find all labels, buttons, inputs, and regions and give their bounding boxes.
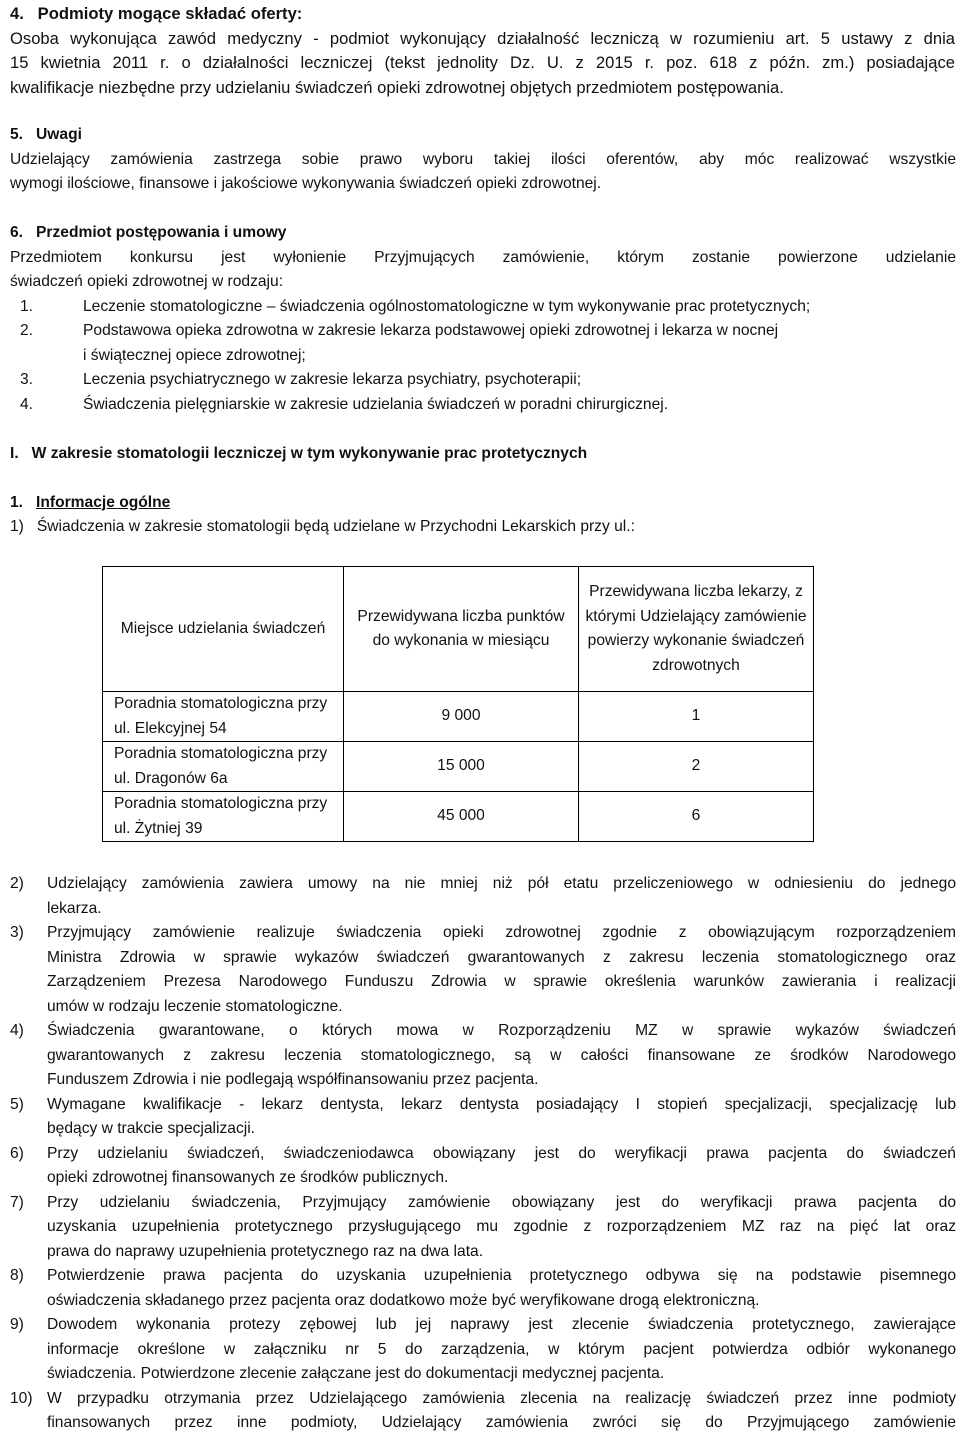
list-item-number: 4. <box>20 395 34 413</box>
numbered-point-number: 6) <box>10 1144 24 1162</box>
list-item-text: Leczenia psychiatrycznego w zakresie lekarza psychiatry, psychoterapii; <box>83 371 582 388</box>
table-row <box>103 792 814 842</box>
numbered-point-number: 7) <box>10 1193 24 1211</box>
numbered-point-number: 2) <box>10 875 24 892</box>
section-4 <box>10 2 955 100</box>
numbered-point-line: Świadczenia gwarantowane, o których mowa w Rozporządzeniu MZ w sprawie wykazów świadczeń <box>47 1022 956 1039</box>
table-row <box>103 692 814 742</box>
table-cell-doctors: 2 <box>579 742 814 792</box>
numbered-point <box>10 1093 956 1142</box>
subsection-number: 1. <box>10 493 37 511</box>
subsection-title: Informacje ogólne <box>36 493 171 511</box>
list-item <box>10 368 956 393</box>
numbered-point-line: Przy udzielaniu świadczeń, świadczeniodawca obowiązany jest do weryfikacji prawa pacjenta do świadczeń <box>47 1144 956 1162</box>
numbered-point-line: Udzielający zamówienia zawiera umowy na nie mniej niż pół etatu przeliczeniowego w odniesieniu do jednego <box>47 875 956 892</box>
numbered-point-line: Wymagane kwalifikacje - lekarz dentysta, lekarz dentysta posiadający I stopień specjalizacji, specjalizację lub <box>47 1095 956 1113</box>
list-item <box>10 295 956 320</box>
table-cell-points: 15 000 <box>344 742 579 792</box>
numbered-point-number: 4) <box>10 1022 24 1039</box>
numbered-point-number: 9) <box>10 1316 24 1333</box>
list-item <box>10 393 956 418</box>
numbered-point <box>10 1264 956 1313</box>
numbered-point-text <box>47 872 956 921</box>
section-6-line: Przedmiotem konkursu jest wyłonienie Przyjmujących zamówienie, którym zostanie powierzone udzielanie <box>10 248 956 266</box>
numbered-point-number: 5) <box>10 1095 24 1113</box>
numbered-point <box>10 1191 956 1265</box>
numbered-points-list <box>10 872 956 1436</box>
section-4-line: kwalifikacje niezbędne przy udzielaniu świadczeń opieki zdrowotnej objętych przedmiotem postępowania. <box>10 77 784 97</box>
section-5-line: Udzielający zamówienia zastrzega sobie prawo wyboru takiej ilości oferentów, aby móc realizować wszystkie <box>10 150 956 168</box>
list-item-text: i świątecznej opiece zdrowotnej; <box>83 346 306 364</box>
numbered-point-line: Zarządzeniem Prezesa Narodowego Funduszu Zdrowia w sprawie określenia warunków zawierania i realizacji <box>47 973 956 990</box>
numbered-point <box>10 1142 956 1191</box>
list-item-text: Leczenie stomatologiczne – świadczenia ogólnostomatologiczne w tym wykonywanie prac protetycznych; <box>83 297 811 315</box>
list-item-text: Świadczenia pielęgniarskie w zakresie udzielania świadczeń w poradni chirurgicznej. <box>83 395 669 413</box>
numbered-point-line: prawa do naprawy uzupełnienia protetycznego raz na dwa lata. <box>47 1242 484 1260</box>
numbered-point-line: gwarantowanych z zakresu leczenia stomatologicznego, są w całości finansowane ze środków Narodowego <box>47 1046 956 1064</box>
numbered-point <box>10 1387 956 1436</box>
numbered-point-text <box>47 1142 956 1191</box>
subsection-heading <box>10 491 956 516</box>
list-item-text: Podstawowa opieka zdrowotna w zakresie lekarza podstawowej opieki zdrowotnej i lekarza w nocnej <box>83 322 779 339</box>
table-cell-doctors: 6 <box>579 792 814 842</box>
clinic-table <box>102 566 814 842</box>
numbered-point-line: Przy udzielaniu świadczenia, Przyjmujący zamówienie obowiązany jest do weryfikacji prawa pacjenta do <box>47 1193 956 1211</box>
list-item-number: 1. <box>20 297 34 315</box>
section-6-line: świadczeń opieki zdrowotnej w rodzaju: <box>10 273 284 290</box>
numbered-point <box>10 872 956 921</box>
section-4-line: Osoba wykonująca zawód medyczny - podmiot wykonujący działalność leczniczą w rozumieniu art. 5 ustawy z dnia <box>10 28 955 48</box>
section-6-heading: 6. Przedmiot postępowania i umowy <box>10 224 287 241</box>
table-row <box>103 742 814 792</box>
section-5-line: wymogi ilościowe, finansowe i jakościowe wykonywania świadczeń opieki zdrowotnej. <box>10 175 602 192</box>
table-header-place: Miejsce udzielania świadczeń <box>103 567 344 692</box>
numbered-point-line: uzyskania uzupełnienia protetycznego przysługującego mu zgodnie z rozporządzeniem MZ raz na pięć lat oraz <box>47 1218 956 1235</box>
table-cell-place: Poradnia stomatologiczna przy ul. Elekcyjnej 54 <box>103 692 344 742</box>
section-5-heading: 5. Uwagi <box>10 126 82 143</box>
numbered-point-line: umów w rodzaju leczenie stomatologiczne. <box>47 997 343 1015</box>
section-4-line: 15 kwietnia 2011 r. o działalności leczniczej (tekst jednolity Dz. U. z 2015 r. poz. 618 z późn. zm.) posiadające <box>10 53 955 72</box>
section-I-heading: I. W zakresie stomatologii leczniczej w tym wykonywanie prac protetycznych <box>10 444 588 462</box>
numbered-point-number: 10) <box>10 1389 33 1407</box>
numbered-point-line: oświadczenia składanego przez pacjenta oraz dodatkowo może być weryfikowane drogą elektroniczną. <box>47 1291 760 1309</box>
numbered-point-line: informacje określone w załączniku nr 5 do zarządzenia, w którym pacjent potwierdza odbiór wykonanego <box>47 1340 956 1358</box>
point-1: 1) Świadczenia w zakresie stomatologii będą udzielane w Przychodni Lekarskich przy ul.: <box>10 518 635 535</box>
table-header-row <box>103 567 814 692</box>
table-cell-place: Poradnia stomatologiczna przy ul. Dragonów 6a <box>103 742 344 792</box>
numbered-point-line: świadczenia. Potwierdzone zlecenie załączane jest do dokumentacji medycznej pacjenta. <box>47 1365 665 1382</box>
numbered-point-line: lekarza. <box>47 899 102 917</box>
numbered-point-line: opieki zdrowotnej finansowanych ze środków publicznych. <box>47 1169 449 1186</box>
list-item-number: 3. <box>20 371 34 388</box>
numbered-point-line: Przyjmujący zamówienie realizuje świadczenia opieki zdrowotnej zgodnie z obowiązującym rozporządzeniem <box>47 924 956 941</box>
numbered-point-text <box>47 921 956 1019</box>
numbered-point-line: Potwierdzenie prawa pacjenta do uzyskania uzupełnienia protetycznego odbywa się na podstawie pisemnego <box>47 1267 956 1284</box>
numbered-point-line: Dowodem wykonania protezy zębowej lub jej naprawy jest zlecenie świadczenia protetycznego, zawierające <box>47 1316 956 1333</box>
list-item-number: 2. <box>20 322 34 339</box>
main-text <box>10 123 956 540</box>
table-cell-points: 9 000 <box>344 692 579 742</box>
numbered-point-line: Funduszem Zdrowia i nie podlegają współfinansowaniu przez pacjenta. <box>47 1071 539 1088</box>
numbered-point-text <box>47 1387 956 1436</box>
numbered-point-text <box>47 1191 956 1265</box>
table-header-points: Przewidywana liczba punktów do wykonania w miesiącu <box>344 567 579 692</box>
numbered-point-line: Ministra Zdrowia w sprawie wykazów świadczeń gwarantowanych z zakresu leczenia stomatologicznego oraz <box>47 948 956 966</box>
numbered-point <box>10 1313 956 1387</box>
list-item <box>10 319 956 344</box>
numbered-point-line: będący w trakcie specjalizacji. <box>47 1120 256 1137</box>
numbered-point-number: 3) <box>10 924 24 941</box>
numbered-point-number: 8) <box>10 1267 24 1284</box>
table-cell-place: Poradnia stomatologiczna przy ul. Żytniej 39 <box>103 792 344 842</box>
list-item-continuation <box>10 344 956 369</box>
section-4-heading: 4. Podmioty mogące składać oferty: <box>10 4 303 23</box>
table-cell-points: 45 000 <box>344 792 579 842</box>
numbered-point-line: W przypadku otrzymania przez Udzielającego zamówienia zlecenia na realizację świadczeń przez inne podmioty <box>47 1389 956 1407</box>
numbered-point-text <box>47 1313 956 1387</box>
numbered-point <box>10 1019 956 1093</box>
numbered-point-text <box>47 1019 956 1093</box>
numbered-point-text <box>47 1264 956 1313</box>
numbered-point-line: finansowanych przez inne podmioty, Udzielający zamówienia zwróci się do Przyjmującego zamówienie <box>47 1414 956 1431</box>
table-cell-doctors: 1 <box>579 692 814 742</box>
numbered-point-text <box>47 1093 956 1142</box>
numbered-point <box>10 921 956 1019</box>
table-header-doctors: Przewidywana liczba lekarzy, z którymi Udzielający zamówienie powierzy wykonanie świadczeń zdrowotnych <box>579 567 814 692</box>
